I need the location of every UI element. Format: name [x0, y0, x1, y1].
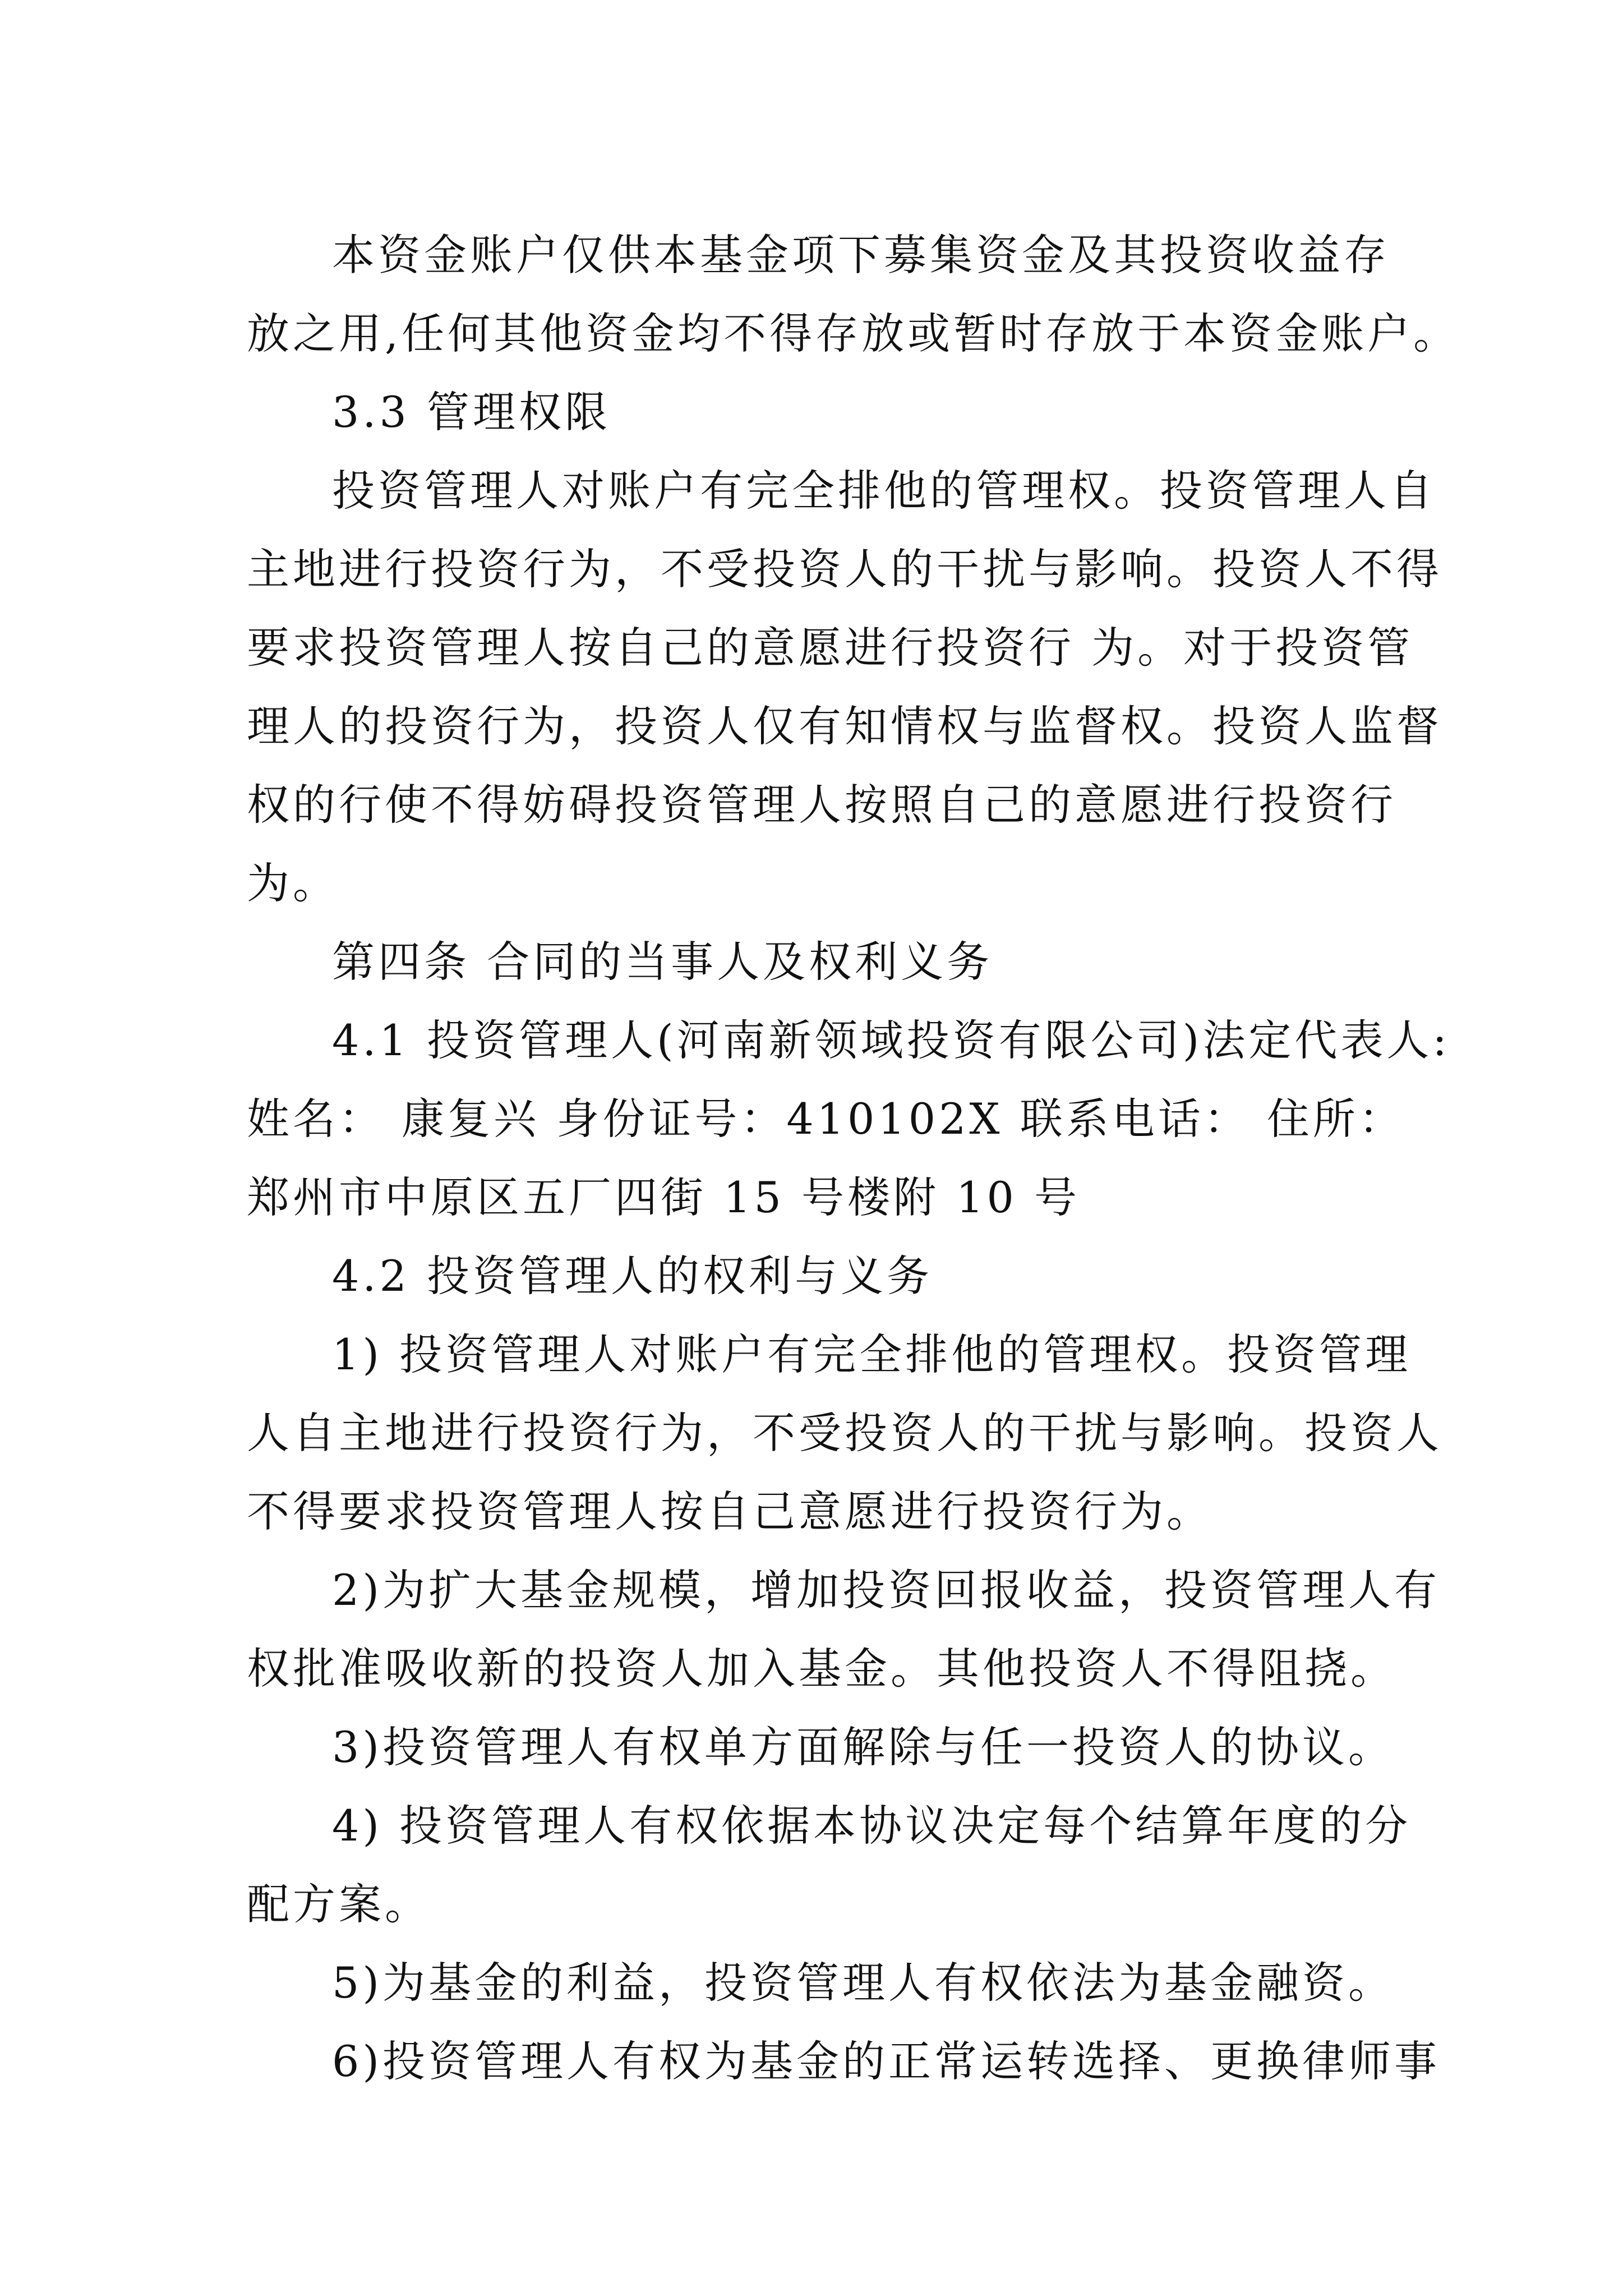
text-line: 权批准吸收新的投资人加入基金。其他投资人不得阻挠。 — [247, 1644, 1396, 1694]
text-line: 4.1 投资管理人(河南新领域投资有限公司)法定代表人: — [332, 1015, 1450, 1065]
text-line: 权的行使不得妨碍投资管理人按照自己的意愿进行投资行 — [247, 780, 1396, 830]
text-line: 人自主地进行投资行为，不受投资人的干扰与影响。投资人 — [247, 1408, 1442, 1458]
text-line: 郑州市中原区五厂四街 15 号楼附 10 号 — [247, 1172, 1081, 1222]
text-line: 为。 — [247, 858, 339, 908]
text-line: 2)为扩大基金规模，增加投资回报收益，投资管理人有 — [332, 1565, 1441, 1615]
text-line: 本资金账户仅供本基金项下募集资金及其投资收益存 — [332, 230, 1390, 280]
section-heading: 3.3 管理权限 — [332, 387, 611, 437]
text-line: 理人的投资行为，投资人仅有知情权与监督权。投资人监督 — [247, 701, 1442, 751]
text-line: 1) 投资管理人对账户有完全排他的管理权。投资管理 — [332, 1329, 1412, 1379]
text-line: 配方案。 — [247, 1879, 431, 1929]
text-line: 3)投资管理人有权单方面解除与任一投资人的协议。 — [332, 1722, 1395, 1772]
document-body — [247, 216, 1460, 2101]
text-line: 5)为基金的利益，投资管理人有权依法为基金融资。 — [332, 1958, 1395, 2008]
section-heading: 4.2 投资管理人的权利与义务 — [332, 1251, 933, 1301]
text-line: 不得要求投资管理人按自己意愿进行投资行为。 — [247, 1487, 1212, 1536]
text-line: 投资管理人对账户有完全排他的管理权。投资管理人自 — [332, 466, 1436, 516]
text-line: 6)投资管理人有权为基金的正常运转选择、更换律师事 — [332, 2036, 1441, 2086]
text-line: 主地进行投资行为，不受投资人的干扰与影响。投资人不得 — [247, 544, 1442, 594]
text-line: 要求投资管理人按自己的意愿进行投资行 为。对于投资管 — [247, 623, 1414, 673]
text-line: 姓名： 康复兴 身份证号：410102X 联系电话： 住所： — [247, 1094, 1405, 1144]
text-line: 放之用,任何其他资金均不得存放或暂时存放于本资金账户。 — [247, 309, 1460, 358]
article-heading: 第四条 合同的当事人及权利义务 — [332, 937, 993, 987]
text-line: 4) 投资管理人有权依据本协议决定每个结算年度的分 — [332, 1801, 1412, 1851]
